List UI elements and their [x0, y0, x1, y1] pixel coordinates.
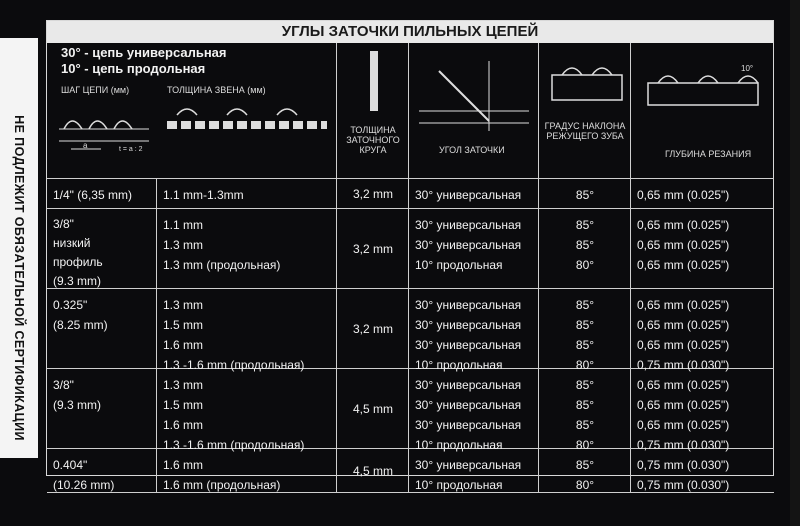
row-3-tilt-line-0: 85° [575, 378, 595, 392]
row-1-depth-line-2: 0,65 mm (0.025") [637, 258, 730, 272]
row-4-pitch-line-1: (10.26 mm) [53, 478, 115, 492]
row-0-angle [415, 185, 535, 205]
row-2-angle-line-2: 30° универсальная [415, 338, 522, 352]
row-3-angle-line-1: 30° универсальная [415, 398, 522, 412]
row-4-pitch-line-0: 0.404" [53, 458, 88, 472]
row-3-depth-line-2: 0,65 mm (0.025") [637, 418, 730, 432]
row-1-tilt-line-0: 85° [575, 218, 595, 232]
row-0-pitch-line-0: 1/4" (6,35 mm) [53, 188, 132, 202]
row-3-gauge-line-0: 1.3 mm [163, 378, 204, 392]
row-3-depth-line-0: 0,65 mm (0.025") [637, 378, 730, 392]
row-3-gauge [163, 375, 333, 455]
row-2-angle-line-0: 30° универсальная [415, 298, 522, 312]
row-0-file-line-0: 3,2 mm [352, 187, 393, 201]
row-2-gauge-line-1: 1.5 mm [163, 318, 204, 332]
row-2-tilt-line-1: 85° [575, 318, 595, 332]
row-3-depth [637, 375, 770, 455]
row-2-gauge-line-3: 1.3 -1.6 mm (продольная) [163, 358, 305, 372]
angle-header: УГОЛ ЗАТОЧКИ [439, 145, 505, 155]
file-header: ТОЛЩИНА ЗАТОЧНОГО КРУГА [346, 125, 400, 155]
file-diagram [365, 51, 385, 117]
row-1-file-line-0: 3,2 mm [352, 242, 393, 256]
pitch-formula-label: t = a : 2 [119, 146, 143, 153]
row-3-gauge-line-3: 1.3 -1.6 mm (продольная) [163, 438, 305, 452]
row-1-angle-line-0: 30° универсальная [415, 218, 522, 232]
row-4-angle-line-0: 30° универсальная [415, 458, 522, 472]
row-1-depth-line-1: 0,65 mm (0.025") [637, 238, 730, 252]
row-2-tilt [539, 295, 631, 375]
row-2-depth [637, 295, 770, 375]
frame-edge [790, 0, 800, 526]
row-2-pitch-line-1: (8.25 mm) [53, 318, 108, 332]
row-2-depth-line-1: 0,65 mm (0.025") [637, 318, 730, 332]
row-4-gauge-line-0: 1.6 mm [163, 458, 204, 472]
row-4-gauge [163, 455, 333, 495]
row-4-angle [415, 455, 535, 495]
row-2-pitch-line-0: 0.325" [53, 298, 88, 312]
row-4-depth-line-0: 0,75 mm (0.030") [637, 458, 730, 472]
row-0-depth [637, 185, 770, 205]
sharpening-table [46, 20, 774, 492]
note-universal: 30° - цепь универсальная [61, 45, 227, 60]
note-rip: 10° - цепь продольная [61, 61, 206, 76]
row-1-angle-line-2: 10° продольная [415, 258, 503, 272]
row-4-gauge-line-1: 1.6 mm (продольная) [163, 478, 281, 492]
row-1-depth-line-0: 0,65 mm (0.025") [637, 218, 730, 232]
row-3-pitch-line-0: 3/8" [53, 378, 74, 392]
row-1-pitch-line-2: профиль [53, 255, 103, 269]
depth-diagram [643, 61, 768, 121]
row-3-depth-line-1: 0,65 mm (0.025") [637, 398, 730, 412]
row-1-angle-line-1: 30° универсальная [415, 238, 522, 252]
row-4-tilt-line-1: 80° [575, 478, 595, 492]
row-1-pitch-line-0: 3/8" [53, 217, 74, 231]
row-2-depth-line-0: 0,65 mm (0.025") [637, 298, 730, 312]
row-2-angle [415, 295, 535, 375]
row-3-angle-line-3: 10° продольная [415, 438, 503, 452]
row-4-pitch [53, 455, 153, 495]
certification-band [0, 38, 38, 458]
pitch-chain-diagram [59, 99, 159, 159]
row-3-depth-line-3: 0,75 mm (0.030") [637, 438, 730, 452]
row-1-pitch-line-3: (9.3 mm) [53, 274, 101, 288]
row-0-angle-line-0: 30° универсальная [415, 188, 522, 202]
row-2-depth-line-3: 0,75 mm (0.030") [637, 358, 730, 372]
gauge-chain-diagram [167, 105, 327, 145]
row-1-gauge [163, 215, 333, 275]
pitch-a-label: a [83, 141, 88, 150]
row-0-tilt [539, 185, 631, 205]
row-0-depth-line-0: 0,65 mm (0.025") [637, 188, 730, 202]
row-3-angle [415, 375, 535, 455]
row-2-angle-line-3: 10° продольная [415, 358, 503, 372]
row-2-gauge-line-2: 1.6 mm [163, 338, 204, 352]
row-2-angle-line-1: 30° универсальная [415, 318, 522, 332]
row-3-tilt-line-3: 80° [575, 438, 595, 452]
row-2-file [337, 319, 409, 339]
row-2-pitch [53, 295, 153, 335]
row-3-tilt-line-1: 85° [575, 398, 595, 412]
row-1-tilt [539, 215, 631, 275]
row-3-file-line-0: 4,5 mm [352, 402, 393, 416]
row-1-gauge-line-2: 1.3 mm (продольная) [163, 258, 281, 272]
row-2-depth-line-2: 0,65 mm (0.025") [637, 338, 730, 352]
row-1-tilt-line-2: 80° [575, 258, 595, 272]
row-1-file [337, 239, 409, 259]
row-3-tilt [539, 375, 631, 455]
row-3-gauge-line-1: 1.5 mm [163, 398, 204, 412]
row-1-depth [637, 215, 770, 275]
row-3-angle-line-0: 30° универсальная [415, 378, 522, 392]
row-0-pitch [53, 185, 153, 205]
row-2-gauge [163, 295, 333, 375]
tilt-header: ГРАДУС НАКЛОНА РЕЖУЩЕГО ЗУБА [544, 121, 626, 141]
row-4-depth [637, 455, 770, 495]
row-0-file [337, 184, 409, 204]
row-1-pitch [53, 215, 153, 291]
row-3-file [337, 399, 409, 419]
depth-degree-label: 10° [741, 64, 754, 73]
row-0-tilt-line-0: 85° [575, 188, 595, 202]
row-4-tilt [539, 455, 631, 495]
gauge-header: ТОЛЩИНА ЗВЕНА (мм) [167, 85, 266, 95]
row-1-tilt-line-1: 85° [575, 238, 595, 252]
row-3-gauge-line-2: 1.6 mm [163, 418, 204, 432]
row-1-angle [415, 215, 535, 275]
table-title: УГЛЫ ЗАТОЧКИ ПИЛЬНЫХ ЦЕПЕЙ [47, 21, 773, 43]
row-4-tilt-line-0: 85° [575, 458, 595, 472]
row-3-pitch [53, 375, 153, 415]
certification-label: НЕ ПОДЛЕЖИТ ОБЯЗАТЕЛЬНОЙ СЕРТИФИКАЦИИ [12, 115, 26, 441]
angle-diagram [419, 61, 529, 141]
row-1-pitch-line-1: низкий [53, 236, 91, 250]
row-3-angle-line-2: 30° универсальная [415, 418, 522, 432]
row-2-file-line-0: 3,2 mm [352, 322, 393, 336]
row-0-gauge [163, 185, 333, 205]
row-3-pitch-line-1: (9.3 mm) [53, 398, 101, 412]
row-4-file-line-0: 4,5 mm [352, 464, 393, 478]
row-2-tilt-line-3: 80° [575, 358, 595, 372]
row-1-gauge-line-1: 1.3 mm [163, 238, 204, 252]
row-2-tilt-line-2: 85° [575, 338, 595, 352]
depth-header: ГЛУБИНА РЕЗАНИЯ [665, 149, 752, 159]
tilt-diagram [547, 55, 627, 115]
row-4-file [337, 461, 409, 481]
row-4-depth-line-1: 0,75 mm (0.030") [637, 478, 730, 492]
row-3-tilt-line-2: 85° [575, 418, 595, 432]
row-4-angle-line-1: 10° продольная [415, 478, 503, 492]
row-1-gauge-line-0: 1.1 mm [163, 218, 204, 232]
row-2-tilt-line-0: 85° [575, 298, 595, 312]
pitch-header: ШАГ ЦЕПИ (мм) [61, 85, 130, 95]
row-0-gauge-line-0: 1.1 mm-1.3mm [163, 188, 244, 202]
row-2-gauge-line-0: 1.3 mm [163, 298, 204, 312]
